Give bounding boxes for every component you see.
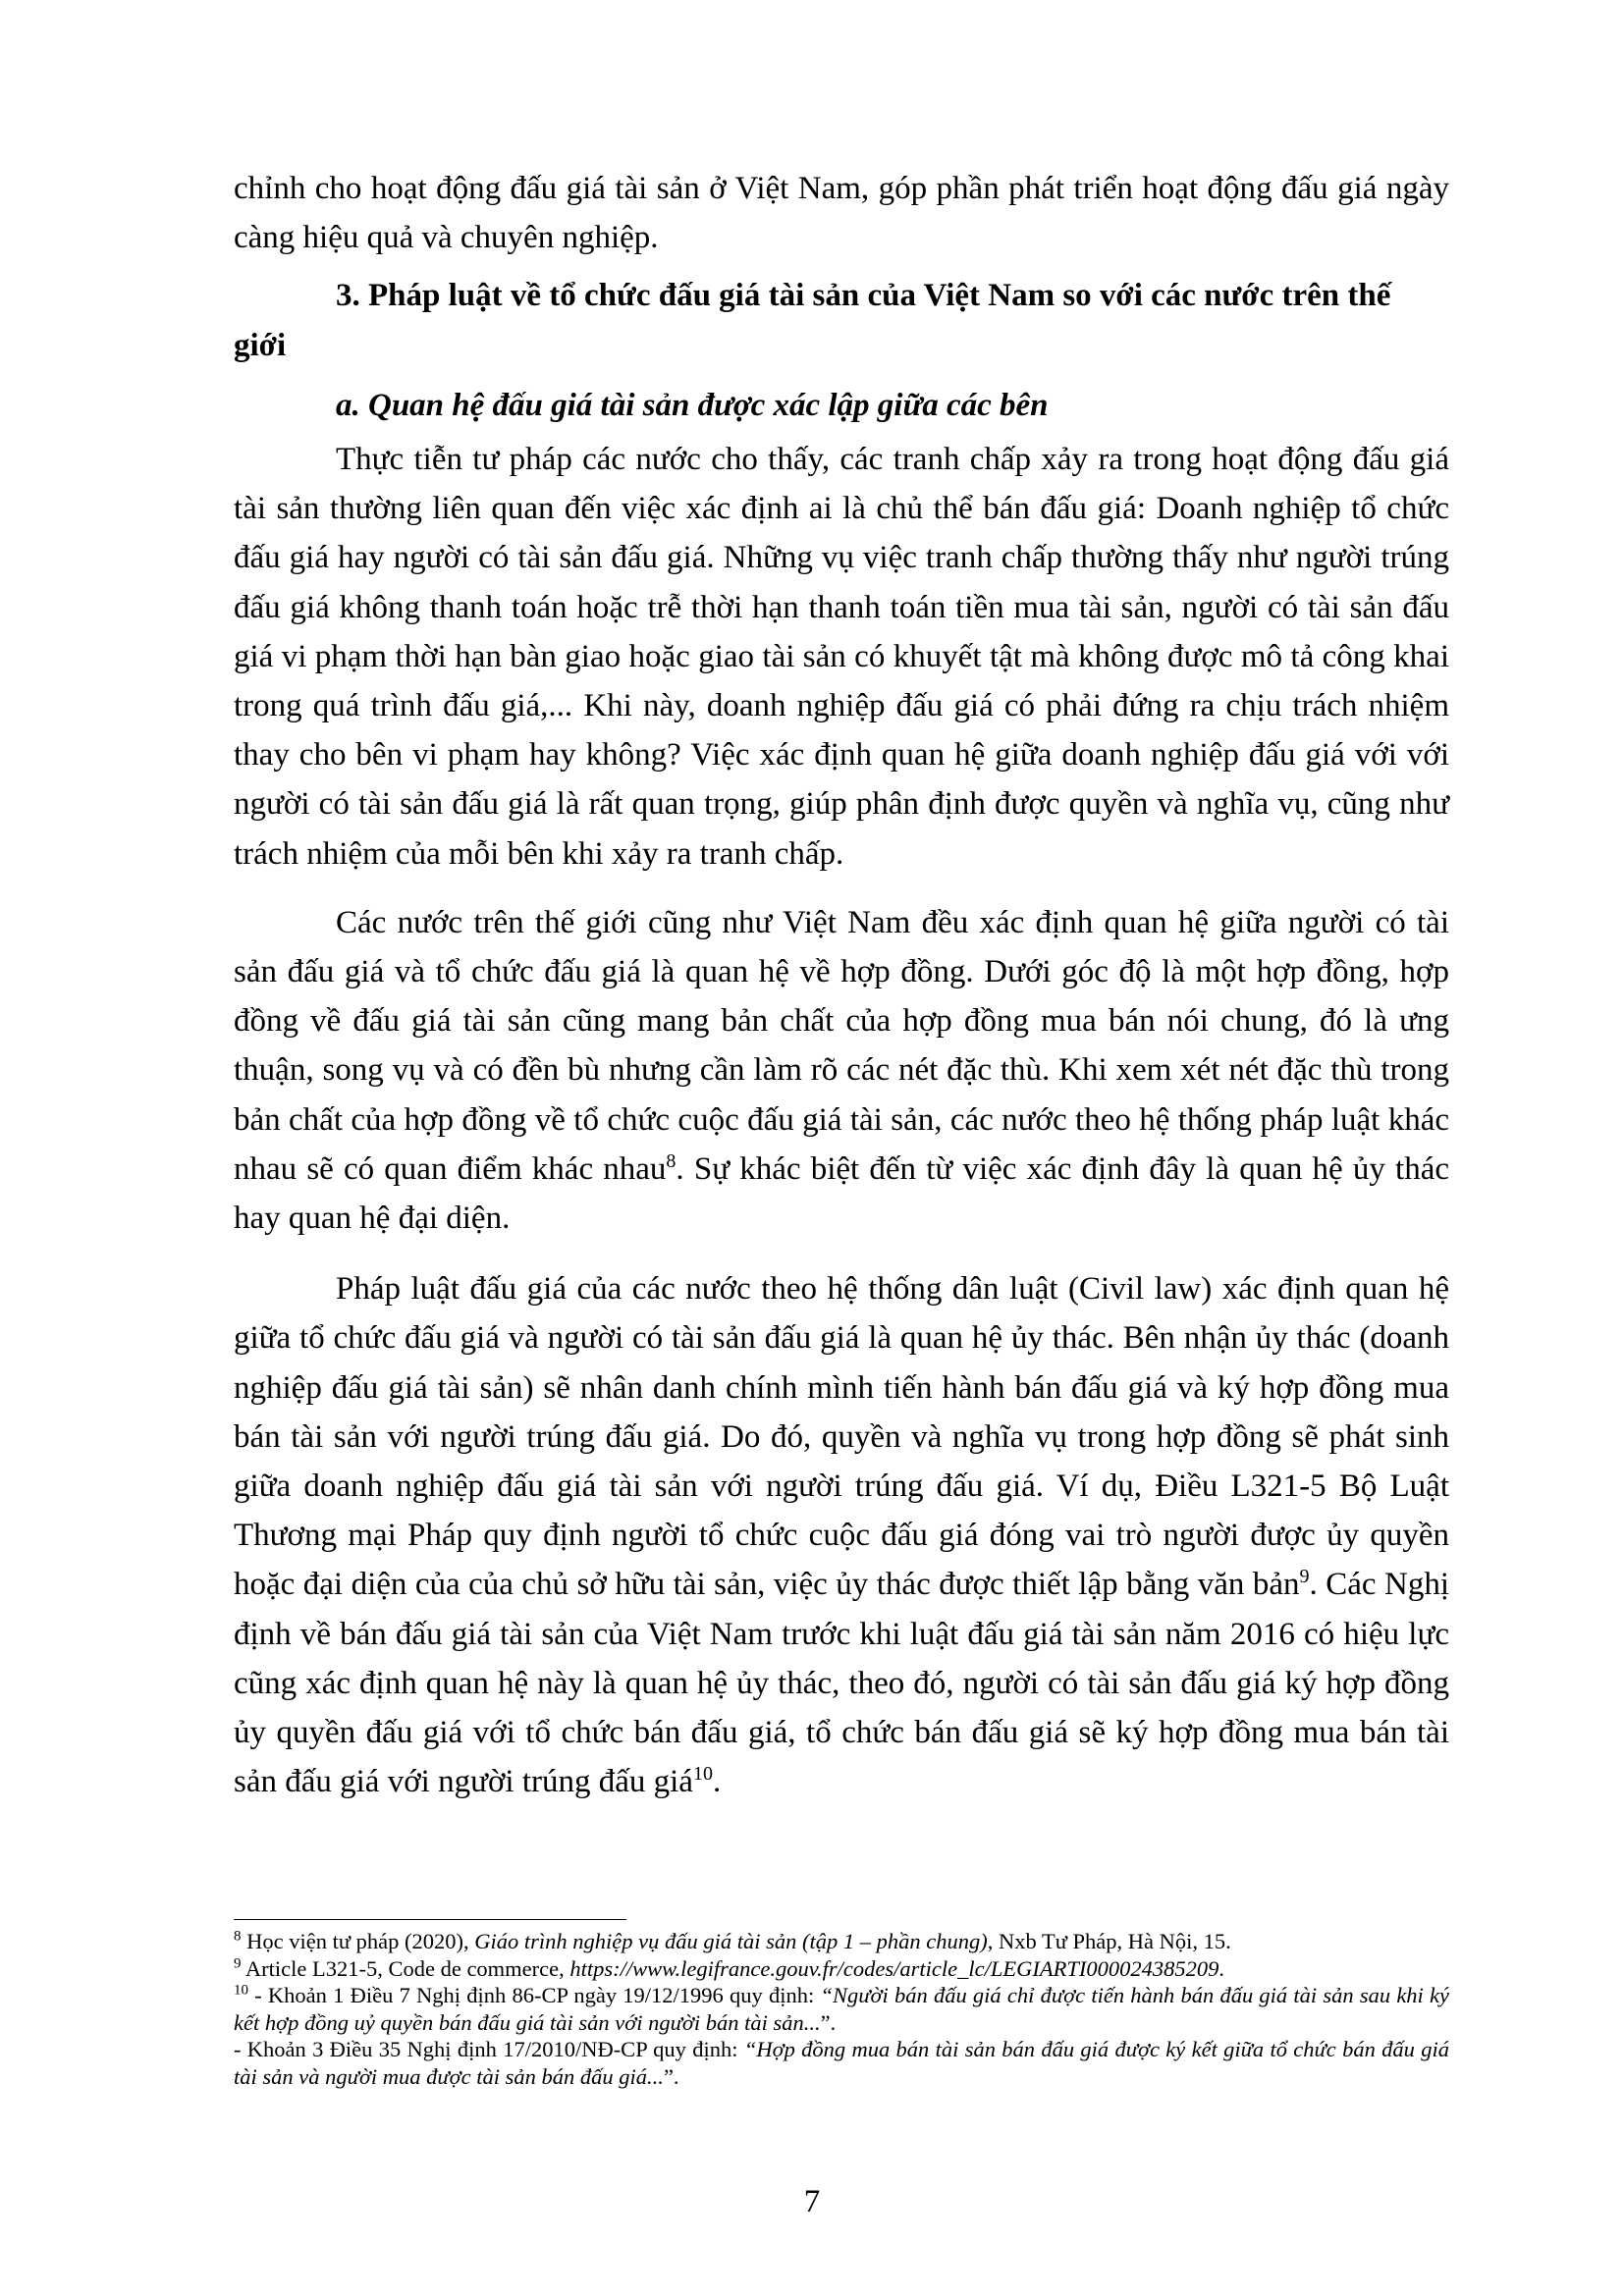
paragraph-3-text-b: . Các Nghị định về bán đấu giá tài sản của Việt Nam trước khi luật đấu giá tài sản năm 2016 có hiệu lực cũng xác định quan hệ này là quan hệ ủy thác, theo đó, người có tài sản đấu giá ký hợp đồng ủy quyền đấu giá với tổ chức bán đấu giá, tổ chức bán đấu giá sẽ ký hợp đồng mua bán tài sản đấu giá với người trúng đấu giá — [234, 1567, 1449, 1800]
footnote-10-quote: “Người bán đấu giá chỉ được tiến hành bán đấu giá tài sản sau khi ký kết hợp đồng uỷ quyền bán đấu giá tài sản với người bán tài sản... — [234, 1983, 1449, 2035]
footnote-8-mark: 8 — [234, 1928, 242, 1945]
footnote-10-end: ”. — [820, 2009, 837, 2035]
subsection-heading: a. Quan hệ đấu giá tài sản được xác lập giữa các bên — [336, 387, 1049, 423]
footnote-separator — [234, 1919, 626, 1920]
footnote-9-end: . — [1218, 1955, 1224, 1981]
paragraph-2-text-b: . Sự khác biệt đến từ việc xác định đây là quan hệ ủy thác hay quan hệ đại diện. — [234, 1150, 1449, 1237]
footnote-9-url: https://www.legifrance.gouv.fr/codes/article_lc/LEGIARTI000024385209 — [569, 1955, 1219, 1981]
paragraph-3-text-c: . — [712, 1764, 722, 1800]
intro-paragraph: chỉnh cho hoạt động đấu giá tài sản ở Việt Nam, góp phần phát triển hoạt động đấu giá ngày càng hiệu quả và chuyên nghiệp. — [234, 171, 1449, 256]
page-number: 7 — [803, 2184, 821, 2219]
section-heading: 3. Pháp luật về tổ chức đấu giá tài sản của Việt Nam so với các nước trên thế giới — [234, 278, 1391, 363]
footnote-10-mark: 10 — [234, 1982, 248, 1999]
paragraph-2-text-a: Các nước trên thế giới cũng như Việt Nam đều xác định quan hệ giữa người có tài sản đấu giá và tổ chức đấu giá là quan hệ về hợp đồng. Dưới góc độ là một hợp đồng, hợp đồng về đấu giá tài sản cũng mang bản chất của hợp đồng mua bán nói chung, đó là ưng thuận, song vụ và có đền bù nhưng cần làm rõ các nét đặc thù. Khi xem xét nét đặc thù trong bản chất của hợp đồng về tổ chức cuộc đấu giá tài sản, các nước theo hệ thống pháp luật khác nhau sẽ có quan điểm khác nhau — [234, 904, 1449, 1187]
footnote-8-publisher: , Nxb Tư Pháp, Hà Nội, 15. — [987, 1929, 1231, 1953]
footnote-10-continued-quote: “Hợp đồng mua bán tài sản bán đấu giá được ký kết giữa tổ chức bán đấu giá tài sản và người mua được tài sản bán đấu giá... — [234, 2037, 1449, 2089]
paragraph-3 — [234, 1264, 1449, 1806]
footnote-ref-9: 9 — [1299, 1566, 1310, 1588]
main-text — [234, 164, 1449, 1807]
footnote-10-text: - Khoản 1 Điều 7 Nghị định 86-CP ngày 19/12/1996 quy định: — [248, 1983, 821, 2008]
footnote-ref-10: 10 — [692, 1763, 713, 1786]
footnote-9-text: Article L321-5, Code de commerce, — [241, 1955, 570, 1981]
footnote-10-continued-end: ”. — [663, 2063, 679, 2089]
footnote-10 — [234, 1982, 1449, 2036]
footnote-10-continued — [234, 2036, 1449, 2090]
paragraph-3-text-a: Pháp luật đấu giá của các nước theo hệ thống dân luật (Civil law) xác định quan hệ giữa tổ chức đấu giá và người có tài sản đấu giá là quan hệ ủy thác. Bên nhận ủy thác (doanh nghiệp đấu giá tài sản) sẽ nhân danh chính mình tiến hành bán đấu giá và ký hợp đồng mua bán tài sản với người trúng đấu giá. Do đó, quyền và nghĩa vụ trong hợp đồng sẽ phát sinh giữa doanh nghiệp đấu giá tài sản với người trúng đấu giá. Ví dụ, Điều L321-5 Bộ Luật Thương mại Pháp quy định người tổ chức cuộc đấu giá đóng vai trò người được ủy quyền hoặc đại diện của của chủ sở hữu tài sản, việc ủy thác được thiết lập bằng văn bản — [234, 1271, 1449, 1603]
footnote-8-text: Học viện tư pháp (2020), — [241, 1929, 475, 1953]
footnotes — [234, 1928, 1449, 2091]
footnote-8-title: Giáo trình nghiệp vụ đấu giá tài sản (tập 1 – phần chung) — [474, 1929, 988, 1953]
footnote-8 — [234, 1928, 1449, 1955]
paragraph-1: Thực tiễn tư pháp các nước cho thấy, các tranh chấp xảy ra trong hoạt động đấu giá tài sản thường liên quan đến việc xác định ai là chủ thể bán đấu giá: Doanh nghiệp tổ chức đấu giá hay người có tài sản đấu giá. Những vụ việc tranh chấp thường thấy như người trúng đấu giá không thanh toán hoặc trễ thời hạn thanh toán tiền mua tài sản, người có tài sản đấu giá vi phạm thời hạn bàn giao hoặc giao tài sản có khuyết tật mà không được mô tả công khai trong quá trình đấu giá,... Khi này, doanh nghiệp đấu giá có phải đứng ra chịu trách nhiệm thay cho bên vi phạm hay không? Việc xác định quan hệ giữa doanh nghiệp đấu giá với với người có tài sản đấu giá là rất quan trọng, giúp phân định được quyền và nghĩa vụ, cũng như trách nhiệm của mỗi bên khi xảy ra tranh chấp. — [234, 442, 1449, 872]
footnote-9-mark: 9 — [234, 1955, 242, 1972]
footnote-9 — [234, 1955, 1449, 1983]
footnote-ref-8: 8 — [666, 1149, 677, 1172]
footnote-10-continued-text: - Khoản 3 Điều 35 Nghị định 17/2010/NĐ-CP quy định: — [234, 2037, 744, 2062]
paragraph-2 — [234, 898, 1449, 1243]
